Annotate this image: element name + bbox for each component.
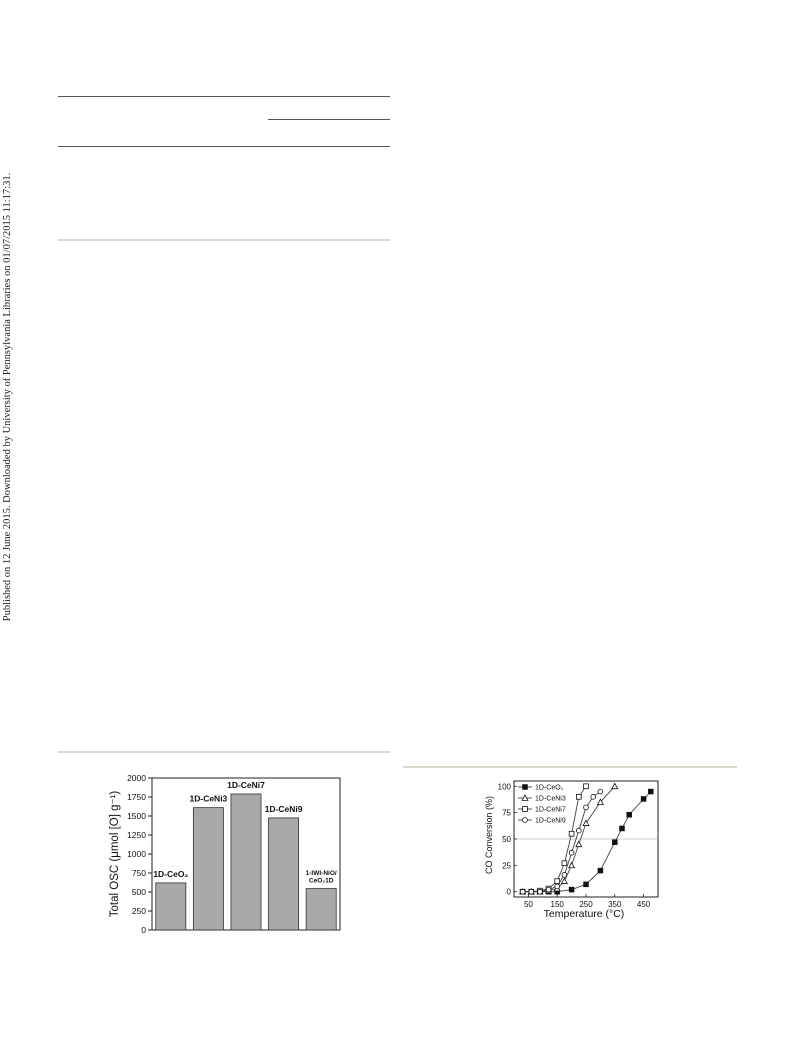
bar-label-1: 1D-CeNi3 <box>189 793 228 804</box>
bar-y-tick-label: 1000 <box>127 849 146 859</box>
series-0-point <box>598 868 603 873</box>
bar-chart-ylabel: Total OSC (μmol [O] g⁻¹) <box>109 790 121 918</box>
figure-right-top-rule <box>403 766 737 768</box>
series-0-point <box>641 797 646 802</box>
line-y-tick-label: 75 <box>502 808 511 818</box>
series-3-point <box>555 884 560 889</box>
co-conversion-line-chart <box>480 775 670 920</box>
bar-y-tick-label: 1750 <box>127 792 146 802</box>
series-0-point <box>620 826 625 831</box>
line-chart-xlabel: Temperature (°C) <box>543 908 625 920</box>
series-2-point <box>562 861 567 866</box>
legend-marker-2 <box>523 807 528 812</box>
legend-label-2: 1D-CeNi7 <box>535 806 566 814</box>
table-header-span-rule <box>268 119 390 120</box>
series-3-point <box>576 828 581 833</box>
bar-y-tick-label: 0 <box>141 925 146 935</box>
series-0-point <box>569 887 574 892</box>
series-3-point <box>584 805 589 810</box>
series-3-point <box>569 850 574 855</box>
table-top-rule <box>58 96 390 97</box>
series-3-point <box>529 889 534 894</box>
bar-y-tick-label: 2000 <box>127 773 146 783</box>
bar-3 <box>269 818 299 930</box>
bar-y-tick-label: 500 <box>131 887 146 897</box>
line-y-tick-label: 100 <box>497 782 511 792</box>
bar-label-2: 1D-CeNi7 <box>227 779 265 790</box>
bar-4 <box>306 889 336 930</box>
series-2-point <box>576 794 581 799</box>
bar-1 <box>193 808 223 930</box>
table-bottom-rule <box>58 239 390 241</box>
line-y-tick-label: 0 <box>506 887 511 897</box>
series-3-point <box>562 872 567 877</box>
series-3-point <box>520 889 525 894</box>
legend-marker-0 <box>523 785 528 790</box>
series-1-point <box>562 878 568 883</box>
series-3-point <box>538 889 543 894</box>
legend-marker-3 <box>523 818 528 823</box>
bar-y-tick-label: 1250 <box>127 830 146 840</box>
line-x-tick-label: 350 <box>608 900 622 909</box>
bar-2 <box>231 794 261 930</box>
line-chart-ylabel: CO Conversion (%) <box>484 795 494 875</box>
series-0-point <box>627 812 632 817</box>
figure-left-top-rule <box>58 751 390 753</box>
table-header-bottom-rule <box>58 146 390 147</box>
legend-label-3: 1D-CeNi9 <box>535 817 566 825</box>
series-3-point <box>598 789 603 794</box>
series-2-point <box>569 831 574 836</box>
bar-label-0: 1D-CeO₂ <box>153 868 189 879</box>
series-3-point <box>591 794 596 799</box>
osc-bar-chart <box>100 760 360 945</box>
series-0-point <box>612 840 617 845</box>
line-x-tick-label: 50 <box>523 900 533 909</box>
bar-label-3: 1D-CeNi9 <box>264 803 303 814</box>
legend-label-0: 1D-CeO₂ <box>535 784 564 792</box>
series-3-point <box>546 887 551 892</box>
line-y-tick-label: 25 <box>502 861 511 871</box>
line-y-tick-label: 50 <box>502 835 511 844</box>
bar-y-tick-label: 250 <box>131 906 146 916</box>
bar-y-tick-label: 1500 <box>127 811 146 821</box>
legend-label-1: 1D-CeNi3 <box>535 795 566 803</box>
series-0-point <box>648 789 653 794</box>
series-0-point <box>584 882 589 887</box>
series-1-point <box>576 841 582 846</box>
publication-sidebar-note: Published on 12 June 2015. Downloaded by University of Pennsylvania Libraries on 01/07/2015 11:17:31. <box>2 172 13 622</box>
line-x-tick-label: 150 <box>550 900 564 909</box>
bar-y-tick-label: 750 <box>131 868 146 878</box>
series-1-point <box>612 783 618 788</box>
line-x-tick-label: 450 <box>636 900 651 909</box>
line-x-tick-label: 250 <box>579 900 593 909</box>
series-2-point <box>584 784 589 789</box>
bar-label-4: CeO₂1D <box>308 877 334 885</box>
bar-0 <box>156 883 186 930</box>
bar-label-4: 1-IWI-NiO/ <box>305 870 337 878</box>
series-1-point <box>569 862 575 867</box>
series-1-point <box>583 820 589 825</box>
series-2-point <box>555 879 560 884</box>
